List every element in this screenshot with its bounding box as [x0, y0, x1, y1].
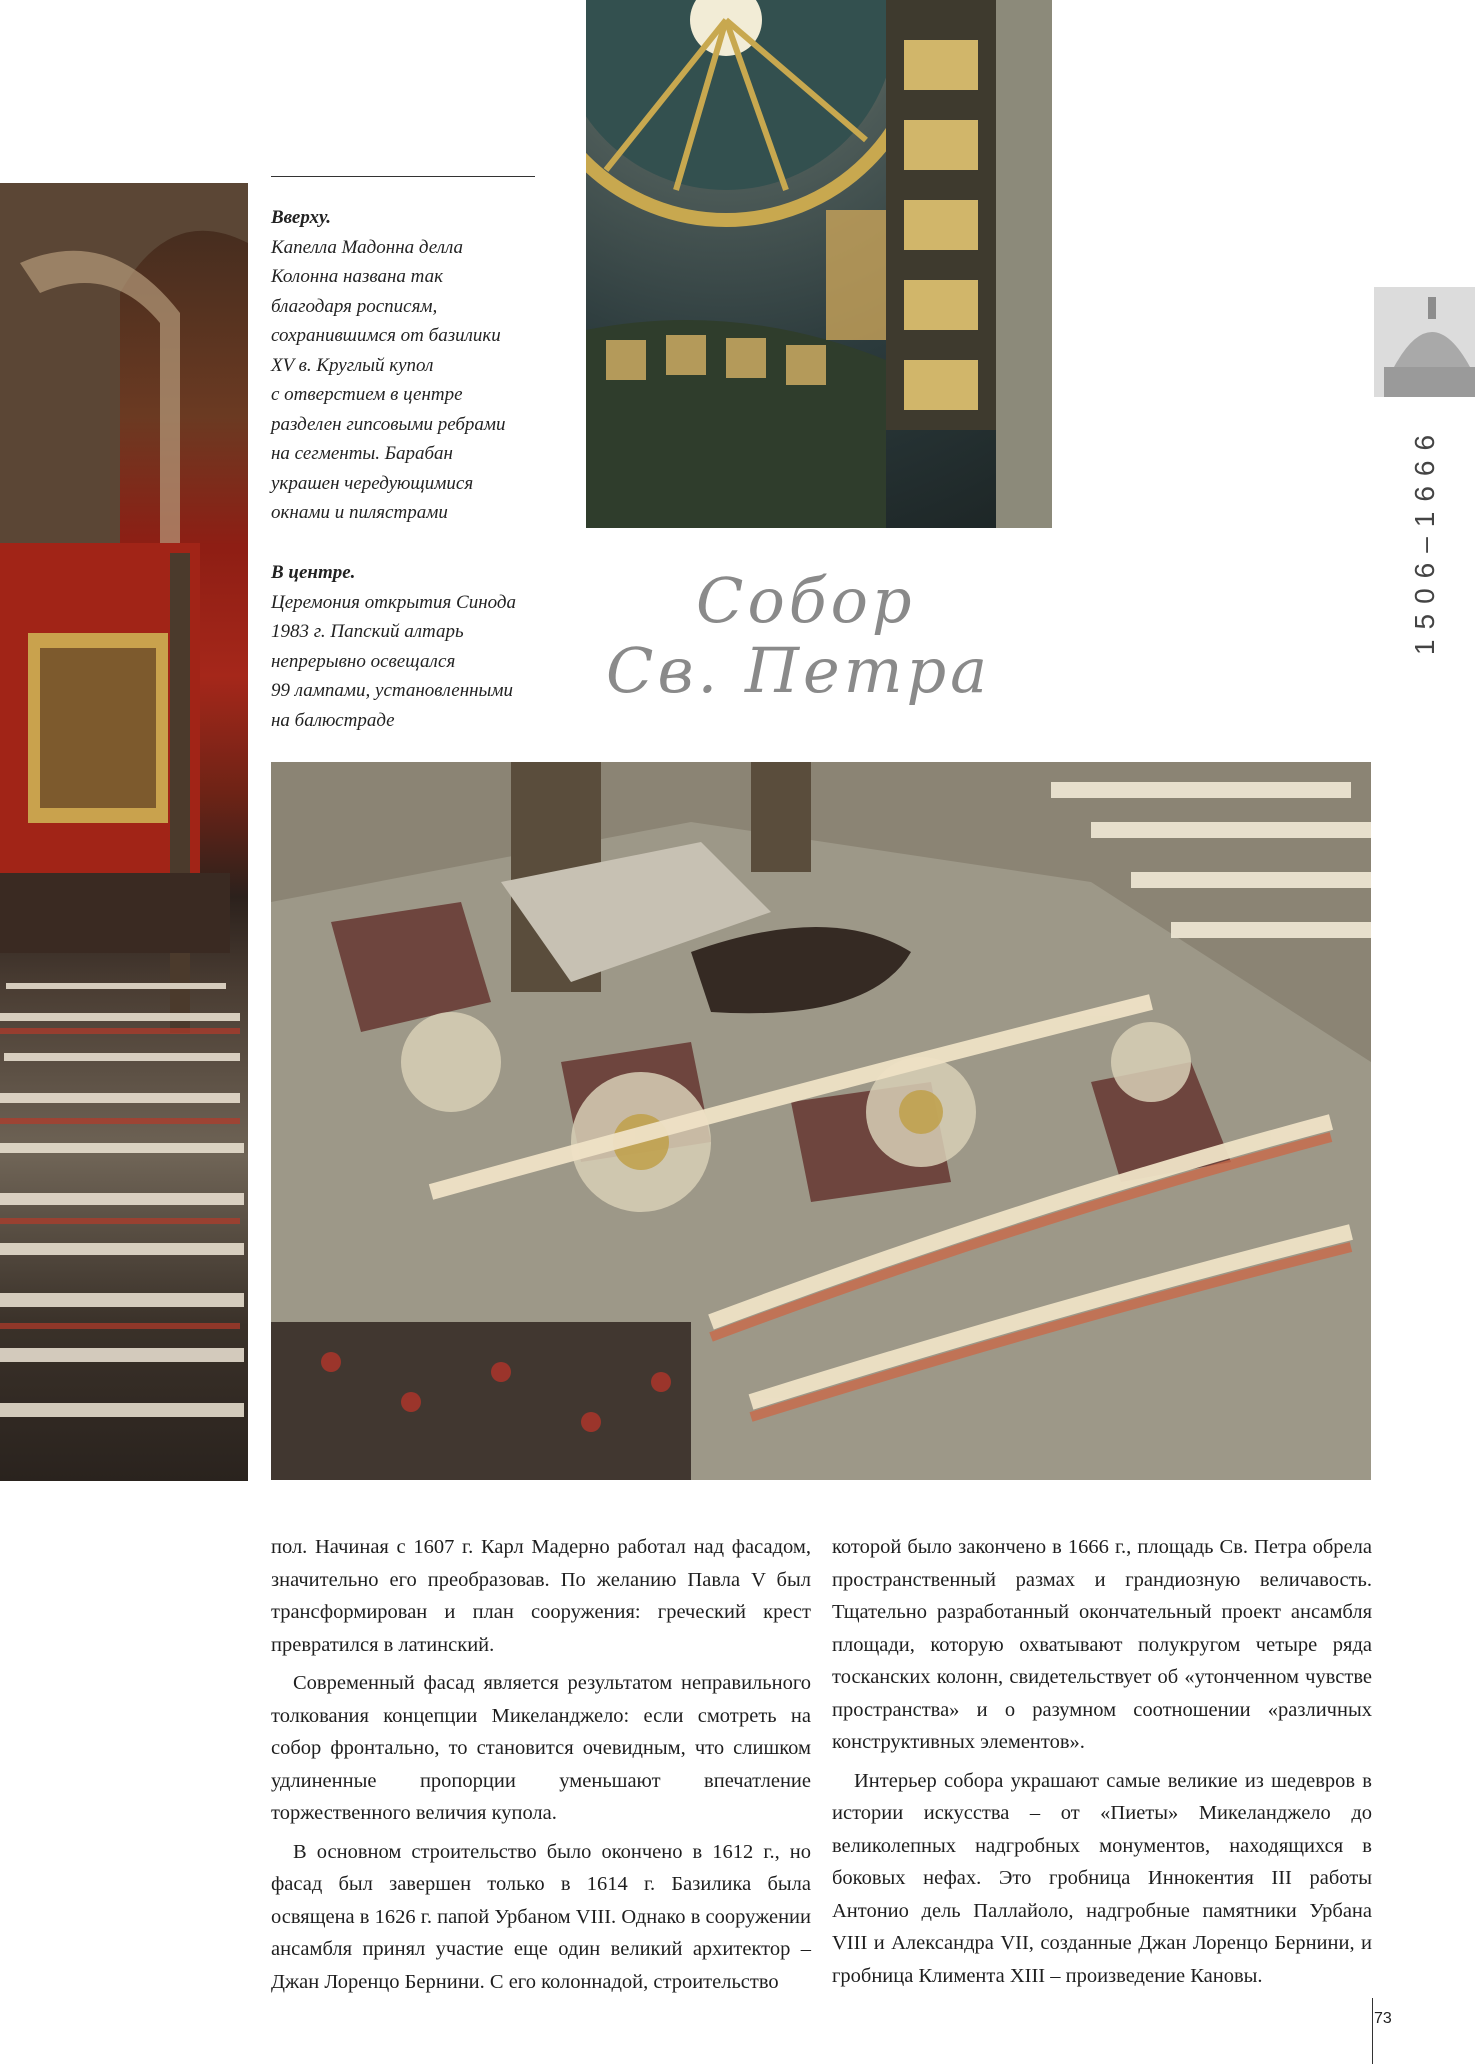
left-interior-photo — [0, 183, 248, 1481]
body-paragraph: В основном строительство было окончено в 1612 г., но фасад был завершен только в 1614 г. Базилика была освящена в 1626 г. папой Урбаном VIII. Однако в сооружении ансамбля принял участие еще один великий архитектор – Джан Лоренцо Бернини. С его колоннадой, строительство — [271, 1840, 811, 1993]
body-paragraph: Интерьер собора украшают самые великие из шедевров в истории искусства – от «Пиеты» Микеланджело до великолепных надгробных монументов, находящихся в боковых нефах. Это гробница Иннокентия III работы Антонио дель Паллайоло, надгробные памятники Урбана VIII и Александра VII, созданные Джан Лоренцо Бернини, и гробница Климента XIII – произведение Кановы. — [832, 1769, 1372, 1987]
title-line-1: Собор — [696, 564, 916, 637]
caption-line: 99 лампами, установленными — [271, 680, 514, 701]
main-synod-photo — [271, 762, 1371, 1480]
page-number-rule — [1372, 1998, 1373, 2064]
body-column-1 — [271, 1531, 811, 2004]
caption-line: благодаря росписям, — [271, 295, 438, 317]
caption-line: Церемония открытия Синода — [271, 591, 516, 613]
caption-line: 1983 г. Папский алтарь — [271, 621, 464, 642]
caption-rule — [271, 176, 535, 177]
caption-line: на балюстраде — [271, 709, 395, 731]
caption-line: непрерывно освещался — [271, 650, 456, 672]
chapter-years — [1410, 400, 1440, 680]
caption-line: с отверстием в центре — [271, 384, 463, 405]
caption-line: украшен чередующимися — [271, 472, 474, 494]
chapter-thumbnail — [1374, 287, 1475, 397]
caption-line: Колонна названа так — [271, 266, 444, 287]
body-paragraph: которой было закончено в 1666 г., площадь Св. Петра обрела пространственный размах и грандиозную величавость. Тщательно разработанный окончательный проект ансамбля площади, которую охватывают полукругом четыре ряда тосканских колонн, свидетельствует об «утонченном чувстве пространства» и о разумном соотношении «различных конструктивных элементов». — [832, 1536, 1372, 1753]
caption-center-heading: В центре. — [271, 562, 356, 583]
page-title — [586, 566, 1106, 706]
caption-line: разделен гипсовыми ребрами — [271, 413, 506, 435]
caption-line: Капелла Мадонна делла — [271, 236, 464, 258]
page-number: 73 — [1374, 2010, 1392, 2027]
caption-line: XV в. Круглый купол — [271, 354, 434, 376]
caption-top-heading: Вверху. — [271, 207, 331, 228]
caption-center — [271, 558, 571, 735]
caption-line: сохранившимся от базилики — [271, 325, 501, 346]
caption-line: на сегменты. Барабан — [271, 443, 453, 464]
dome-illustration — [586, 0, 1052, 528]
chapter-years-label: 1506–1666 — [1409, 424, 1440, 656]
left-photo-illustration — [0, 183, 248, 1481]
caption-top — [271, 203, 571, 528]
dome-thumbnail-icon — [1374, 287, 1475, 397]
dome-photo — [586, 0, 1052, 528]
main-photo-illustration — [271, 762, 1371, 1480]
title-line-2: Св. Петра — [606, 634, 992, 707]
caption-line: окнами и пилястрами — [271, 502, 448, 523]
body-paragraph: Современный фасад является результатом неправильного толкования концепции Микеланджело: если смотреть на собор фронтально, то становится очевидным, что слишком удлиненные пропорции уменьшают впечатление торжественного величия купола. — [271, 1672, 811, 1824]
body-paragraph: пол. Начиная с 1607 г. Карл Мадерно работал над фасадом, значительно его преобразовав. По желанию Павла V был трансформирован и план сооружения: греческий крест превратился в латинский. — [271, 1536, 811, 1656]
body-column-2 — [832, 1531, 1372, 1998]
